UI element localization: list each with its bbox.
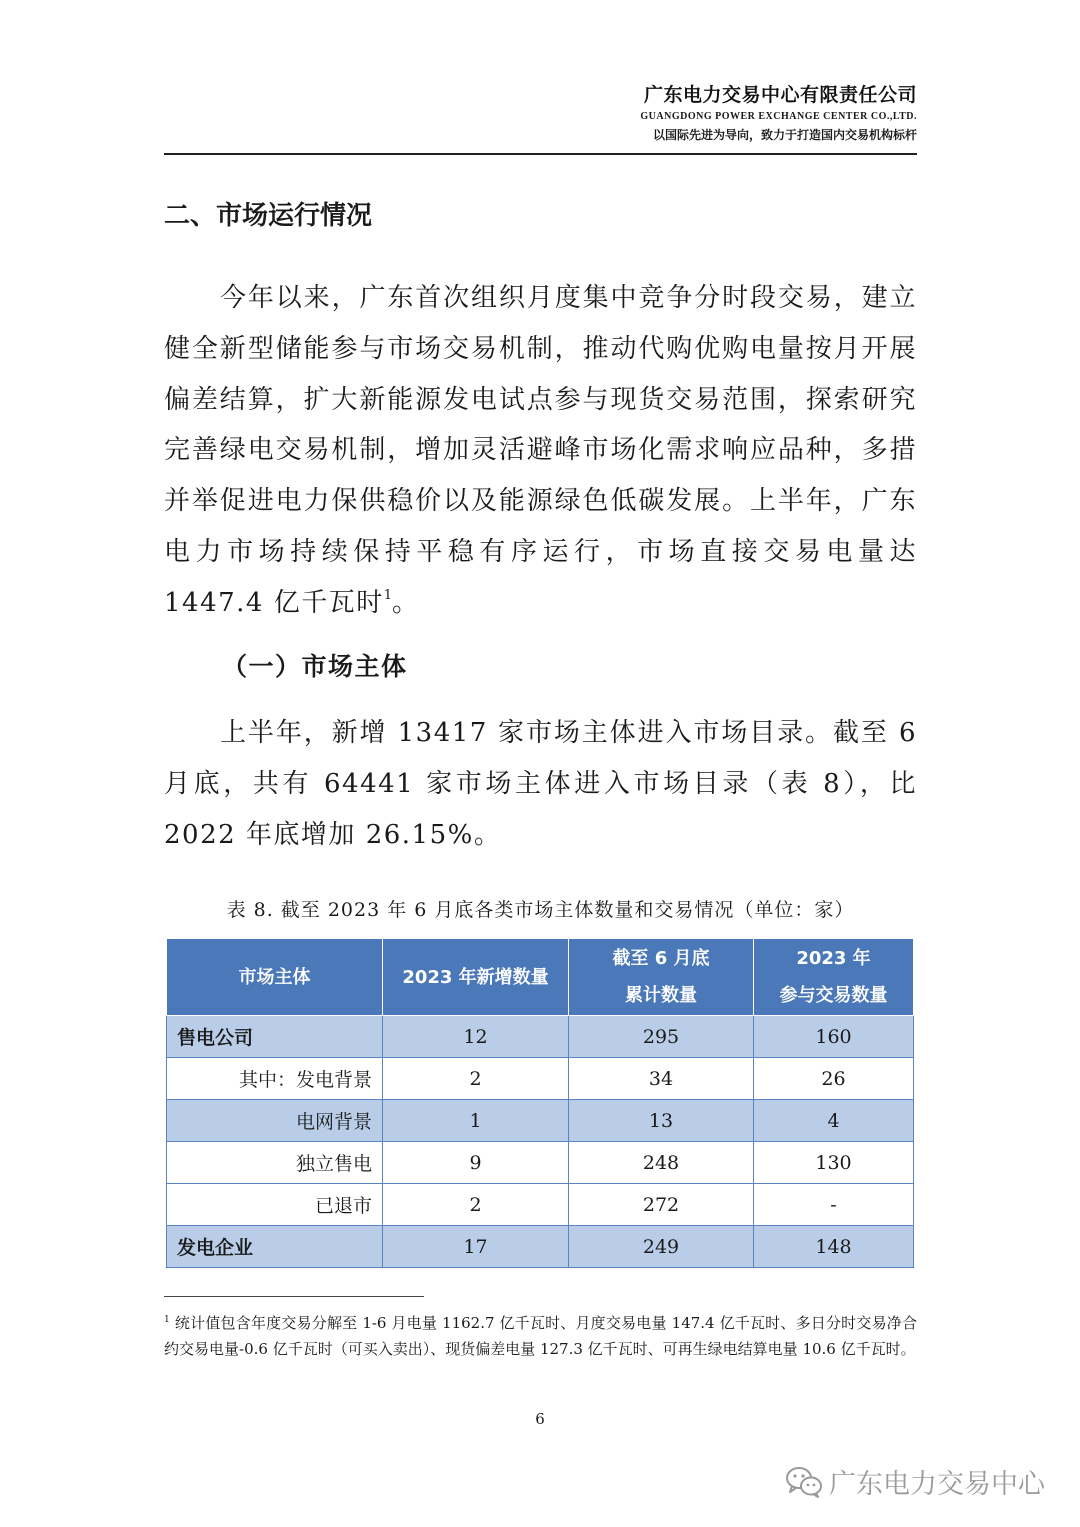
header-trading-2023 — [754, 939, 914, 1016]
row-label: 电网背景 — [167, 1100, 383, 1142]
cell-total: 249 — [569, 1226, 754, 1268]
table-row — [167, 1226, 914, 1268]
header-trading-line2: 参与交易数量 — [779, 985, 888, 1006]
market-entity-paragraph: 上半年，新增 13417 家市场主体进入市场目录。截至 6 月底，共有 64441 家市场主体进入市场目录（表 8），比 2022 年底增加 26.15%。 — [164, 718, 917, 850]
page-number: 6 — [535, 1410, 545, 1428]
row-label: 已退市 — [167, 1184, 383, 1226]
company-slogan: 以国际先进为导向，致力于打造国内交易机构标杆 — [652, 128, 917, 142]
table-row — [167, 1100, 914, 1142]
intro-paragraph-text: 今年以来，广东首次组织月度集中竞争分时段交易，建立健全新型储能参与市场交易机制，推动代购优购电量按月开展偏差结算，扩大新能源发电试点参与现货交易范围，探索研究完善绿电交易机制，增加灵活避峰市场化需求响应品种，多措并举促进电力保供稳价以及能源绿色低碳发展。上半年，广东电力市场持续保持平稳有序运行，市场直接交易电量达 1447.4 亿千瓦时 — [164, 283, 917, 618]
table-header-row — [167, 939, 914, 1016]
header-new-2023: 2023 年新增数量 — [383, 939, 569, 1016]
table-row — [167, 1016, 914, 1058]
cell-new: 17 — [383, 1226, 569, 1268]
footnote-reference[interactable]: 1 — [383, 587, 393, 603]
watermark — [785, 1462, 1045, 1501]
footnote-text: 统计值包含年度交易分解至 1-6 月电量 1162.7 亿千瓦时、月度交易电量 147.4 亿千瓦时、多日分时交易净合约交易电量-0.6 亿千瓦时（可买入卖出）、现货偏差电量 127.3 亿千瓦时、可再生绿电结算电量 10.6 亿千瓦时。 — [164, 1314, 917, 1358]
page-header — [164, 80, 917, 146]
cell-new: 12 — [383, 1016, 569, 1058]
row-label: 独立售电 — [167, 1142, 383, 1184]
company-english-name: GUANGDONG POWER EXCHANGE CENTER CO.,LTD. — [640, 111, 917, 122]
cell-trading: 160 — [754, 1016, 914, 1058]
footnote — [164, 1311, 917, 1362]
cell-trading: 26 — [754, 1058, 914, 1100]
table-caption: 表 8. 截至 2023 年 6 月底各类市场主体数量和交易情况（单位：家） — [226, 899, 855, 921]
cell-total: 272 — [569, 1184, 754, 1226]
header-cumulative-line1: 截至 6 月底 — [612, 948, 710, 969]
table-row — [167, 1184, 914, 1226]
cell-total: 13 — [569, 1100, 754, 1142]
cell-trading: - — [754, 1184, 914, 1226]
row-label: 售电公司 — [167, 1016, 383, 1058]
header-divider — [164, 153, 917, 155]
footnote-marker: 1 — [164, 1315, 170, 1325]
watermark-text: 广东电力交易中心 — [829, 1469, 1045, 1500]
cell-trading: 130 — [754, 1142, 914, 1184]
cell-new: 2 — [383, 1184, 569, 1226]
cell-trading: 4 — [754, 1100, 914, 1142]
section-title: 二、市场运行情况 — [164, 201, 373, 231]
cell-new: 9 — [383, 1142, 569, 1184]
row-label: 其中：发电背景 — [167, 1058, 383, 1100]
header-cumulative — [569, 939, 754, 1016]
company-name: 广东电力交易中心有限责任公司 — [643, 84, 917, 106]
cell-total: 295 — [569, 1016, 754, 1058]
header-market-entity: 市场主体 — [167, 939, 383, 1016]
wechat-icon — [785, 1465, 823, 1499]
table-row — [167, 1142, 914, 1184]
intro-paragraph-ending: 。 — [392, 587, 420, 618]
cell-total: 248 — [569, 1142, 754, 1184]
cell-total: 34 — [569, 1058, 754, 1100]
footnote-divider — [164, 1296, 424, 1297]
subsection-title: （一）市场主体 — [222, 652, 408, 681]
cell-trading: 148 — [754, 1226, 914, 1268]
header-cumulative-line2: 累计数量 — [625, 985, 697, 1006]
cell-new: 1 — [383, 1100, 569, 1142]
table-row — [167, 1058, 914, 1100]
cell-new: 2 — [383, 1058, 569, 1100]
market-entity-table — [166, 938, 914, 1268]
row-label: 发电企业 — [167, 1226, 383, 1268]
intro-paragraph — [164, 273, 917, 629]
header-trading-line1: 2023 年 — [796, 948, 871, 969]
